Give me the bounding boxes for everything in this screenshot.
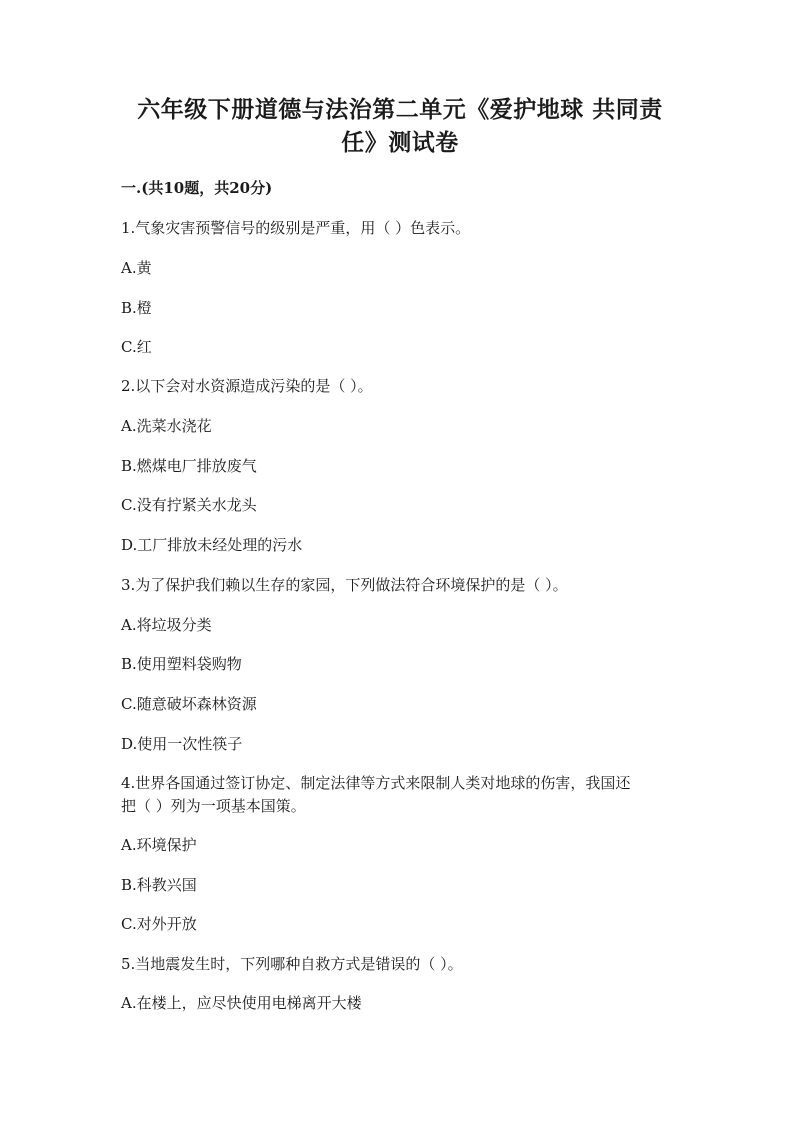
question-3-stem: 3.为了保护我们赖以生存的家园，下列做法符合环境保护的是（ ）。 (121, 576, 568, 594)
question-1-option-a: A.黄 (121, 259, 152, 277)
question-1-stem: 1.气象灾害预警信号的级别是严重，用（ ）色表示。 (121, 219, 471, 237)
question-3-option-d: D.使用一次性筷子 (121, 735, 243, 753)
question-2-option-b: B.燃煤电厂排放废气 (121, 457, 257, 475)
title-line-2: 任》测试卷 (341, 129, 459, 156)
question-3-option-c: C.随意破坏森林资源 (121, 695, 257, 713)
question-4-stem-line-2: 把（ ）列为一项基本国策。 (121, 797, 306, 815)
title-line-1: 六年级下册道德与法治第二单元《爱护地球 共同责 (137, 96, 663, 123)
question-4-option-c: C.对外开放 (121, 915, 197, 933)
question-5-option-a: A.在楼上，应尽快使用电梯离开大楼 (121, 994, 362, 1012)
question-2-option-a: A.洗菜水浇花 (121, 417, 212, 435)
document-title (100, 93, 700, 159)
question-3-option-b: B.使用塑料袋购物 (121, 655, 242, 673)
question-3-option-a: A.将垃圾分类 (121, 616, 212, 634)
question-5-stem: 5.当地震发生时，下列哪种自救方式是错误的（ ）。 (121, 955, 463, 973)
question-2-option-c: C.没有拧紧关水龙头 (121, 496, 257, 514)
question-2-stem: 2.以下会对水资源造成污染的是（ ）。 (121, 377, 373, 395)
question-1-option-c: C.红 (121, 338, 152, 356)
question-4-stem-line-1: 4.世界各国通过签订协定、制定法律等方式来限制人类对地球的伤害，我国还 (121, 774, 631, 792)
question-2-option-d: D.工厂排放未经处理的污水 (121, 536, 303, 554)
question-1-option-b: B.橙 (121, 299, 152, 317)
question-4-option-b: B.科教兴国 (121, 876, 197, 894)
section-heading: 一.(共10题，共20分) (121, 179, 273, 197)
question-4-option-a: A.环境保护 (121, 836, 197, 854)
